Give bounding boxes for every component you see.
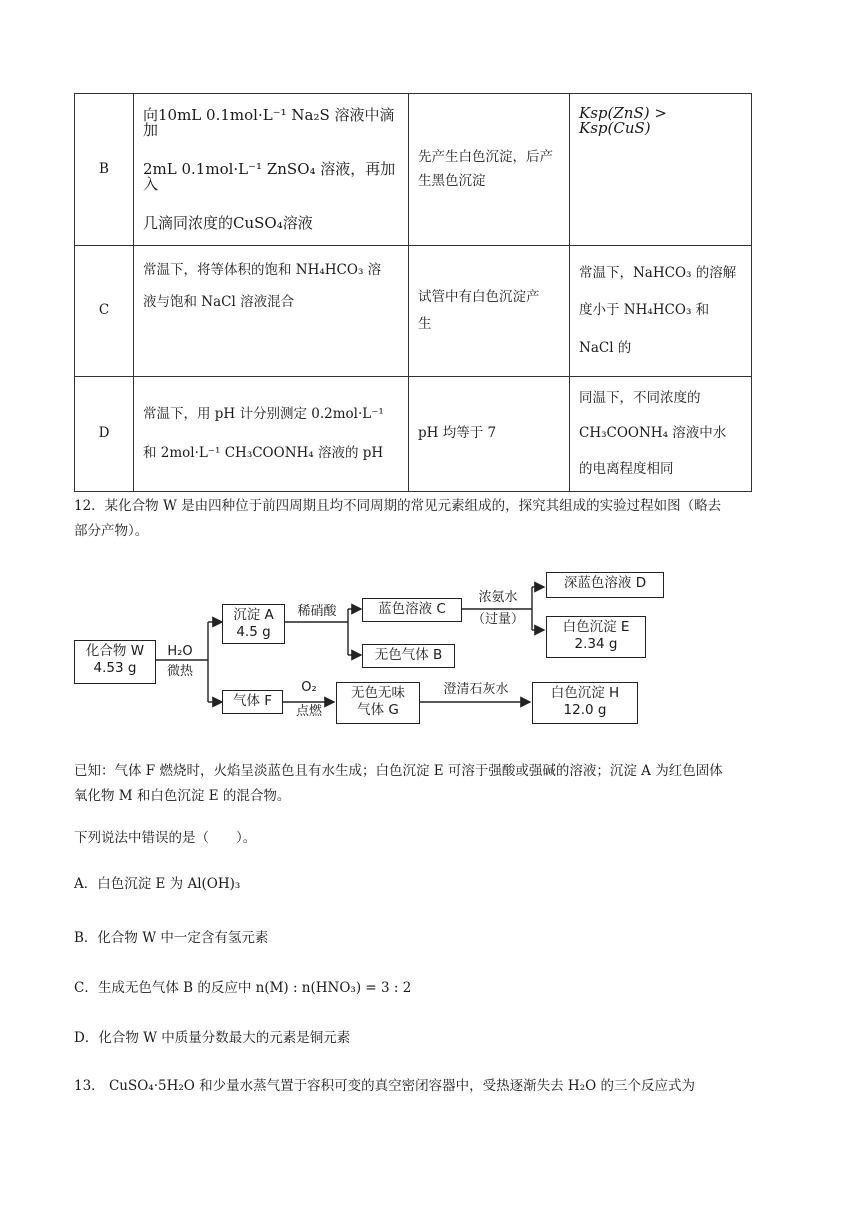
- gas-f-box: 气体 F: [222, 690, 283, 714]
- phenomenon-cell: [409, 246, 570, 377]
- oxygen-label: O₂: [301, 680, 317, 695]
- box-label: 化合物 W: [85, 643, 145, 659]
- conclusion-cell: [570, 94, 752, 246]
- q12-option-c: C．生成无色气体 B 的反应中 n(M) : n(HNO₃) = 3 : 2: [74, 980, 412, 996]
- table-row: [75, 246, 752, 377]
- q12-known-line2: 氧化物 M 和白色沉淀 E 的混合物。: [74, 788, 291, 804]
- conc-ammonia-label: 浓氨水: [478, 590, 518, 605]
- box-label: 白色沉淀 E: [562, 619, 630, 635]
- procedure-line: 和 2mol·L⁻¹ CH₃COONH₄ 溶液的 pH: [143, 445, 384, 461]
- q12-option-d: D．化合物 W 中质量分数最大的元素是铜元素: [74, 1030, 351, 1046]
- conclusion-line: NaCl 的: [579, 339, 632, 356]
- box-label: 白色沉淀 H: [550, 685, 620, 701]
- conclusion-line: 的电离程度相同: [579, 460, 674, 477]
- box-mass: 4.53 g: [93, 659, 137, 676]
- excess-label: （过量）: [471, 612, 524, 627]
- box-mass: 2.34 g: [574, 635, 618, 652]
- ignite-label: 点燃: [295, 704, 322, 719]
- compound-w-box: [74, 640, 156, 684]
- conclusion-line: 度小于 NH₄HCO₃ 和: [579, 302, 710, 319]
- q12-option-a: A．白色沉淀 E 为 Al(OH)₃: [74, 876, 241, 892]
- white-precipitate-e-box: [546, 616, 646, 658]
- q12-known-line1: 已知：气体 F 燃烧时，火焰呈淡蓝色且有水生成；白色沉淀 E 可溶于强酸或强碱的溶液；沉淀 A 为红色固体: [74, 763, 723, 779]
- phenomenon-cell: [409, 377, 570, 492]
- procedure-line: 几滴同浓度的CuSO₄溶液: [143, 214, 313, 232]
- q12-stem-line1: 12．某化合物 W 是由四种位于前四周期且均不同周期的常见元素组成的，探究其组成的实验过程如图（略去: [74, 498, 722, 514]
- blue-solution-c-box: 蓝色溶液 C: [362, 598, 462, 622]
- dark-blue-solution-d-box: 深蓝色溶液 D: [546, 572, 664, 598]
- gas-g-box: [336, 682, 420, 724]
- table-row: [75, 377, 752, 492]
- box-mass: 12.0 g: [563, 701, 607, 718]
- box-label: 气体 G: [357, 701, 399, 718]
- phenomenon-cell: [409, 94, 570, 246]
- option-cell: D: [75, 377, 134, 492]
- phenomenon-line: 先产生白色沉淀，后产: [418, 149, 553, 165]
- experiment-flow-diagram: [70, 560, 700, 740]
- q12-question: 下列说法中错误的是（ ）。: [74, 830, 257, 846]
- phenomenon-line: 生黑色沉淀: [418, 172, 486, 189]
- q12-option-b: B．化合物 W 中一定含有氢元素: [74, 930, 269, 946]
- white-precipitate-h-box: [532, 682, 638, 724]
- procedure-cell: [134, 246, 409, 377]
- conclusion-line: 同温下，不同浓度的: [579, 389, 701, 406]
- dilute-nitric-label: 稀硝酸: [297, 604, 337, 619]
- procedure-line: 常温下，将等体积的饱和 NH₄HCO₃ 溶: [143, 262, 382, 278]
- box-label: 沉淀 A: [233, 607, 274, 623]
- procedure-cell: [134, 94, 409, 246]
- limewater-label: 澄清石灰水: [443, 682, 509, 697]
- step-water-label: H₂O: [167, 644, 193, 659]
- phenomenon-line: 试管中有白色沉淀产: [418, 288, 540, 305]
- conclusion-line: Ksp(ZnS) > Ksp(CuS): [579, 104, 667, 137]
- procedure-line: 2mL 0.1mol·L⁻¹ ZnSO₄ 溶液，再加入: [143, 160, 396, 193]
- q13-stem: 13． CuSO₄·5H₂O 和少量水蒸气置于容积可变的真空密闭容器中，受热逐渐失去 H₂O 的三个反应式为: [74, 1078, 695, 1094]
- procedure-cell: [134, 377, 409, 492]
- option-cell: C: [75, 246, 134, 377]
- box-label: 无色无味: [351, 685, 405, 701]
- phenomenon-line: pH 均等于 7: [418, 425, 497, 442]
- experiment-table: [74, 93, 752, 492]
- precipitate-a-box: [222, 604, 285, 644]
- colorless-gas-b-box: 无色气体 B: [362, 644, 455, 668]
- procedure-line: 向10mL 0.1mol·L⁻¹ Na₂S 溶液中滴加: [143, 106, 395, 139]
- step-heat-label: 微热: [166, 664, 193, 679]
- conclusion-line: 常温下，NaHCO₃ 的溶解: [579, 264, 737, 281]
- box-mass: 4.5 g: [236, 623, 271, 640]
- procedure-line: 常温下，用 pH 计分别测定 0.2mol·L⁻¹: [143, 405, 384, 422]
- table-row: [75, 94, 752, 246]
- q12-stem-line2: 部分产物）。: [74, 523, 149, 539]
- procedure-line: 液与饱和 NaCl 溶液混合: [143, 293, 295, 310]
- phenomenon-line: 生: [418, 316, 432, 332]
- option-cell: B: [75, 94, 134, 246]
- conclusion-cell: [570, 377, 752, 492]
- conclusion-line: CH₃COONH₄ 溶液中水: [579, 425, 727, 442]
- conclusion-cell: [570, 246, 752, 377]
